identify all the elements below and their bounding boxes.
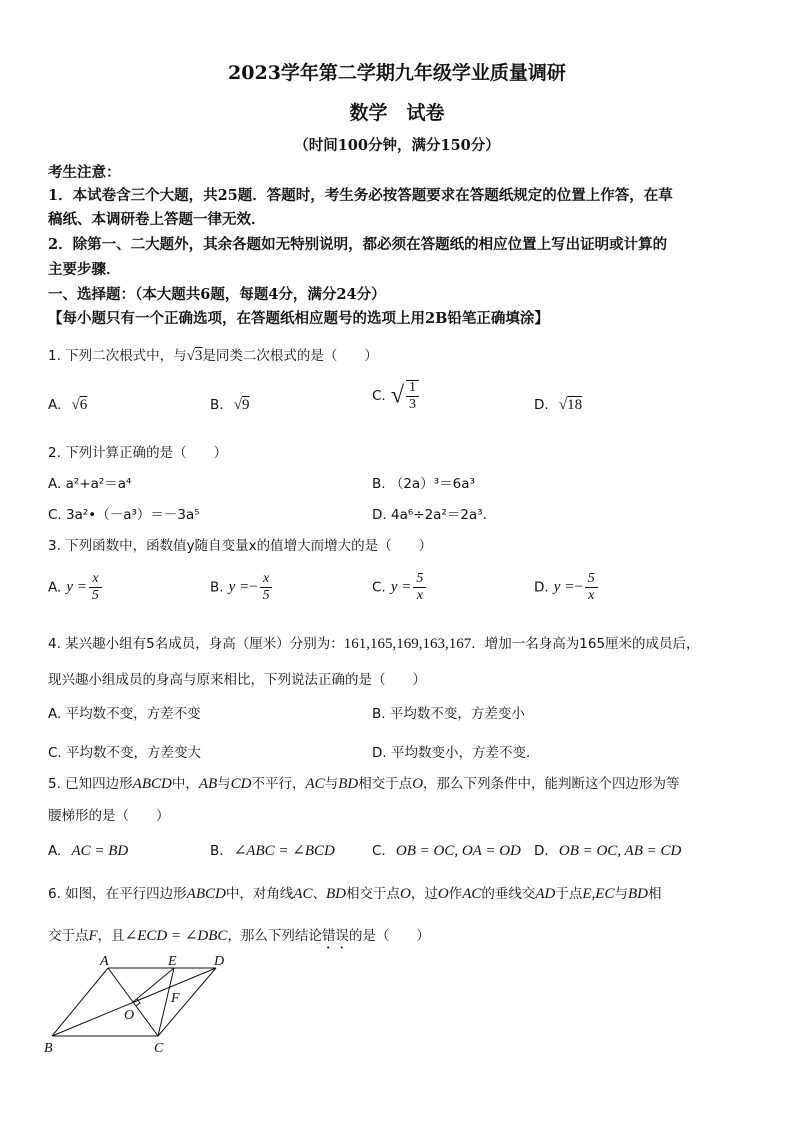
label-c: C [154,1041,164,1056]
emphasis-wrong: 错误 [321,928,349,944]
question-1-option-b[interactable]: B. √9 [210,397,250,413]
question-3-option-d[interactable]: D. y =− $\frac{5}{x}$ [534,572,600,603]
question-5-option-b[interactable]: B. ∠ABC = ∠BCD [210,843,335,859]
notice-heading: 考生注意： [48,164,121,181]
question-3-stem: 3. 下列函数中，函数值y随自变量x的值增大而增大的是（ ） [48,538,433,554]
notice-item1-line2: 稿纸、本调研卷上答题一律无效． [48,211,266,228]
edge-dc [158,968,216,1036]
label-e: E [168,954,177,969]
question-6-line1: 6. 如图，在平行四边形ABCD中，对角线AC、BD相交于点O，过O作AC的垂线交AD于点E,EC与BD相 [48,886,662,902]
question-4-option-d[interactable]: D. 平均数变小，方差不变． [372,745,540,761]
question-2-stem: 2. 下列计算正确的是（ ） [48,445,228,461]
label-f: F [171,991,180,1006]
question-1-option-d[interactable]: D. √18 [534,397,583,413]
question-2-option-d[interactable]: D. 4a⁶÷2a²＝2a³． [372,507,497,523]
question-4-option-b[interactable]: B. 平均数不变，方差变小 [372,706,525,722]
question-2-option-b[interactable]: B. （2a）³＝6a³ [372,476,475,492]
exam-time-note: （时间100分钟，满分150分） [294,137,500,154]
exam-title: 2023学年第二学期九年级学业质量调研 [228,62,566,84]
question-5-line2: 腰梯形的是（ ） [48,808,170,824]
section1-heading: 一、选择题：（本大题共6题，每题4分，满分24分） [48,286,386,303]
question-4-line2: 现兴趣小组成员的身高与原来相比，下列说法正确的是（ ） [48,672,426,688]
notice-item2-line1: 2．除第一、二大题外，其余各题如无特别说明，都必须在答题纸的相应位置上写出证明或计算的 [48,236,668,253]
label-d: D [214,954,225,969]
question-5-option-d[interactable]: D. OB = OC, AB = CD [534,843,682,859]
section1-instruction: 【每小题只有一个正确选项，在答题纸相应题号的选项上用2B铅笔正确填涂】 [48,310,549,327]
label-o: O [124,1008,135,1023]
question-2-option-c[interactable]: C. 3a²•（－a³）＝－3a⁵ [48,507,200,523]
notice-item1-line1: 1．本试卷含三个大题，共25题．答题时，考生务必按答题要求在答题纸规定的位置上作答，在草 [48,187,673,204]
question-5-line1: 5. 已知四边形ABCD中，AB与CD不平行，AC与BD相交于点O，那么下列条件中，能判断这个四边形为等 [48,776,680,792]
question-1-option-c[interactable]: C. √ $\frac{1}{3}$ [372,380,421,412]
question-5-option-c[interactable]: C. OB = OC, OA = OD [372,843,521,859]
question-4-line1: 4. 某兴趣小组有5名成员，身高（厘米）分别为：161,165,169,163,167．增加一名身高为165厘米的成员后， [48,636,700,652]
question-6-line2: 交于点F，且∠ECD = ∠DBC，那么下列结论错误的是（ ） [48,928,430,944]
question-5-option-a[interactable]: A. AC = BD [48,843,129,859]
edge-ba [52,968,108,1036]
question-2-option-a[interactable]: A. a²+a²＝a⁴ [48,476,132,492]
label-b: B [44,1041,53,1056]
question-3-option-c[interactable]: C. y = $\frac{5}{x}$ [372,572,428,603]
question-4-option-c[interactable]: C. 平均数不变，方差变大 [48,745,202,761]
notice-item2-line2: 主要步骤． [48,261,121,278]
segment-oe [133,968,174,1002]
question-1-stem: 1. 下列二次根式中，与√3是同类二次根式的是（ ） [48,348,378,364]
question-1-option-a[interactable]: A. √6 [48,397,88,413]
question-3-option-a[interactable]: A. y = $\frac{x}{5}$ [48,572,104,603]
question-3-option-b[interactable]: B. y =− $\frac{x}{5}$ [210,572,275,603]
label-a: A [100,954,109,969]
question-4-option-a[interactable]: A. 平均数不变，方差不变 [48,706,201,722]
exam-subject: 数学 试卷 [349,102,445,124]
question-6-figure [40,952,240,1056]
diagonal-bd [52,968,216,1036]
